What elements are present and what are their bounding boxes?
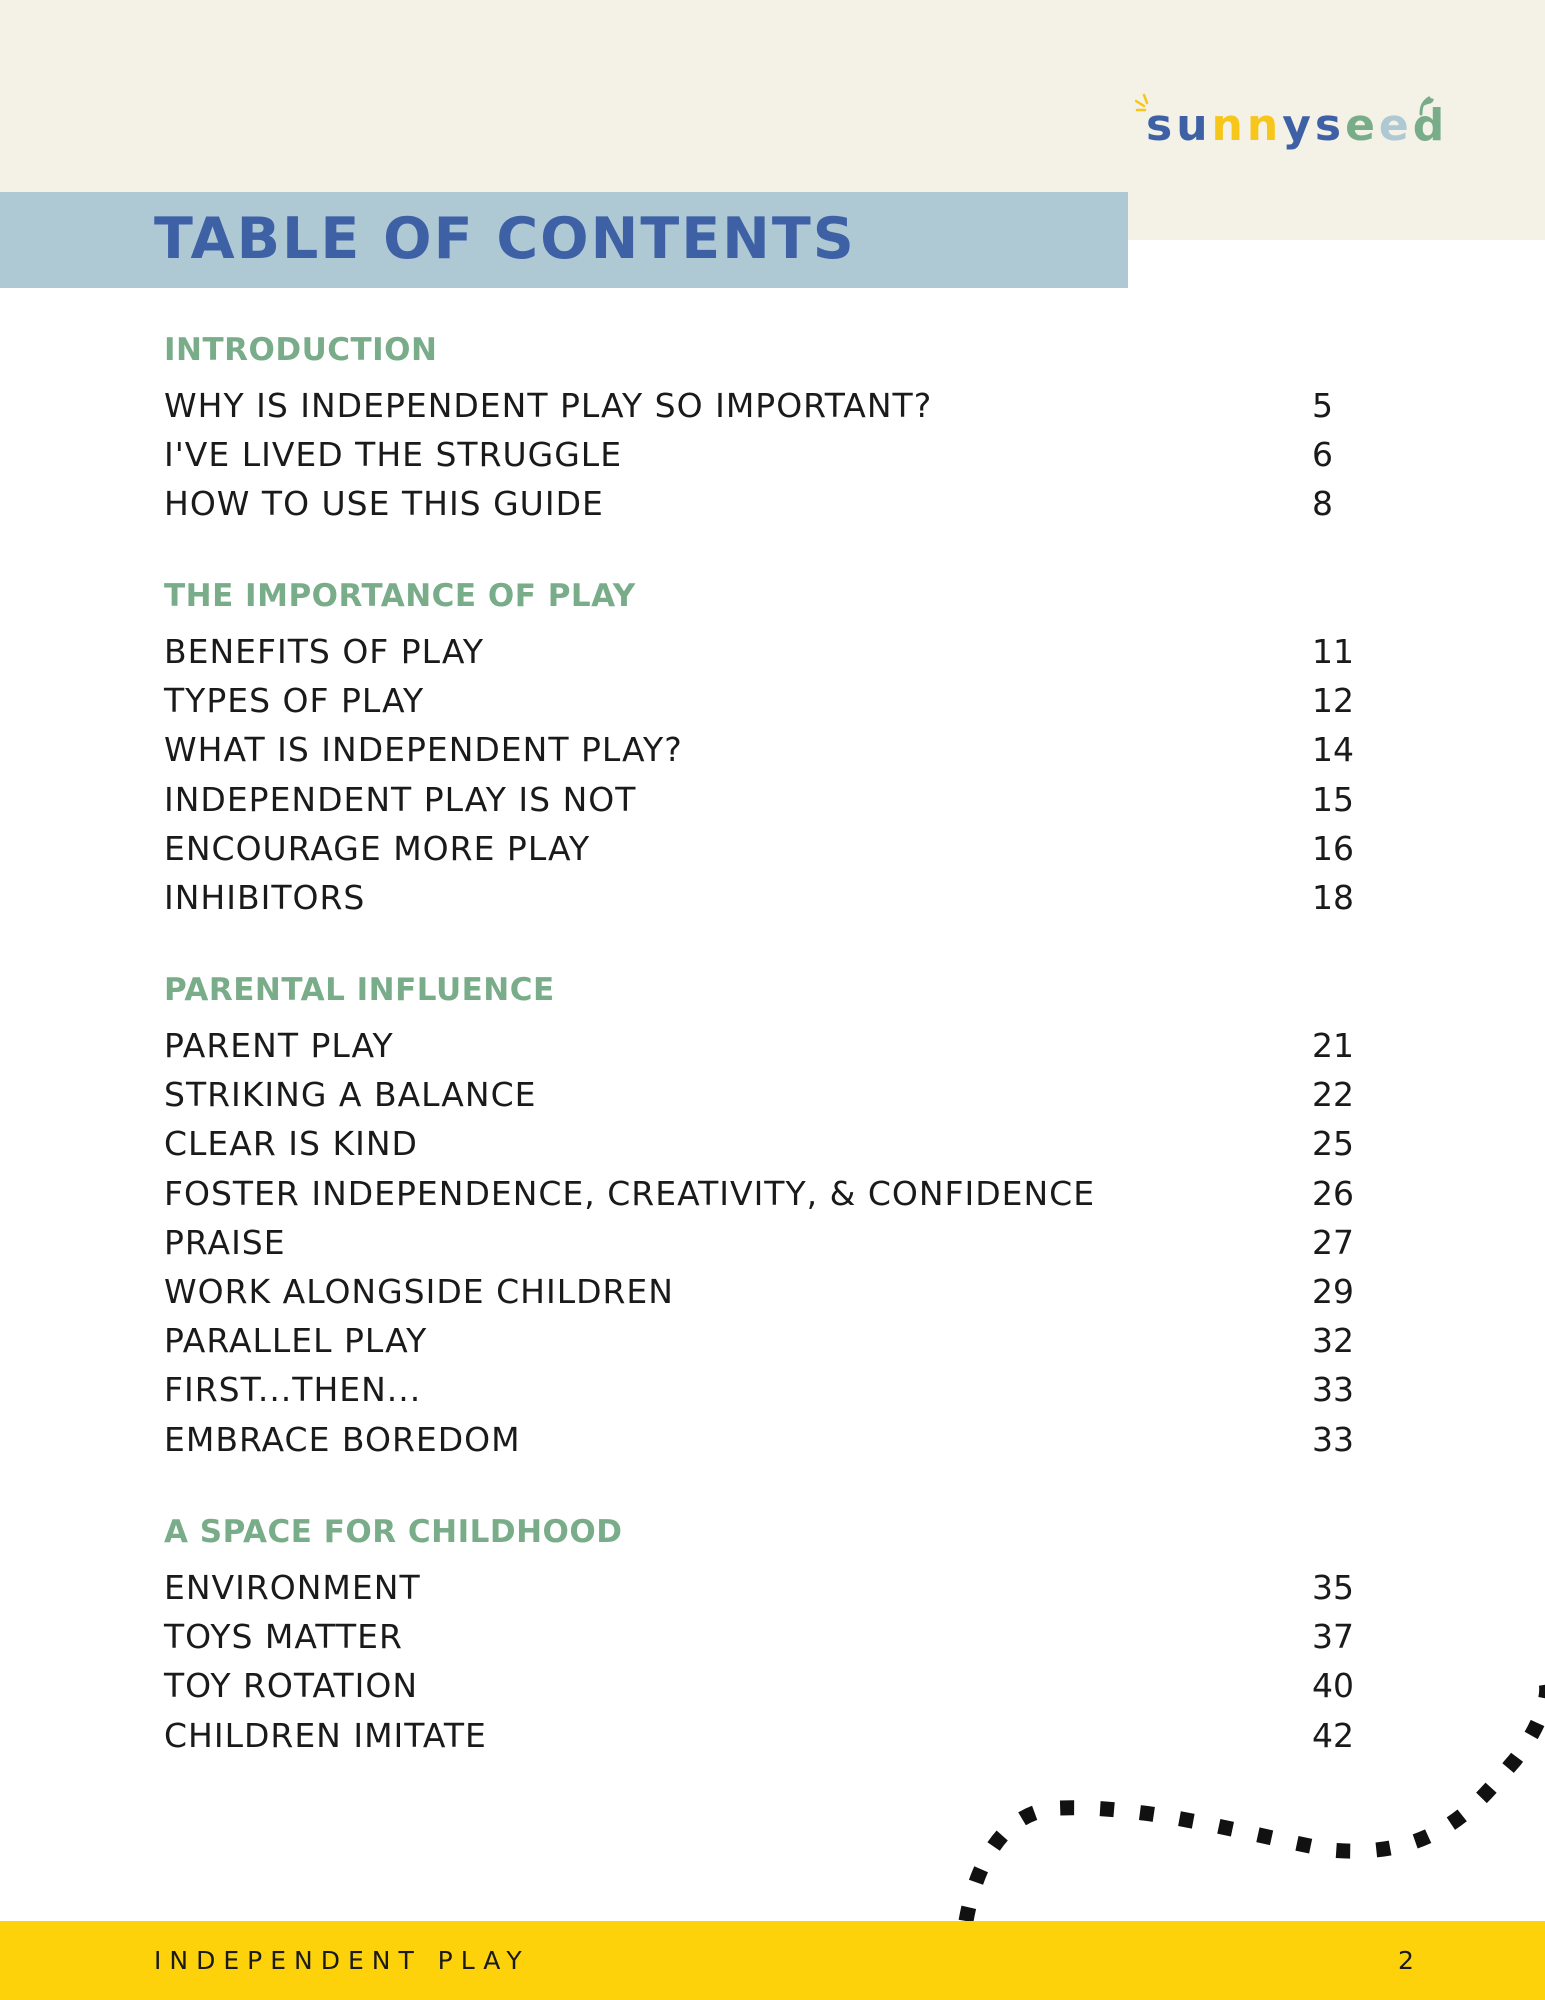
toc-entry-page-number: 40 [1312,1666,1354,1706]
toc-entry-page-number: 29 [1312,1272,1354,1311]
footer-band [0,1921,1545,2000]
toc-entry-page-number: 14 [1312,730,1354,770]
toc-entry-page-number: 6 [1312,435,1333,475]
footer-title: INDEPENDENT PLAY [154,1946,530,1975]
toc-entry-title: INDEPENDENT PLAY IS NOT [164,779,637,819]
toc-entry-title: PRAISE [164,1222,286,1262]
toc-entry-title: STRIKING A BALANCE [164,1075,537,1115]
toc-entry-title: TOYS MATTER [164,1617,403,1657]
section-heading: INTRODUCTION [164,332,438,368]
brand-letter: e [1378,100,1413,151]
toc-entry-page-number: 12 [1312,681,1354,721]
toc-entry-page-number: 21 [1312,1026,1354,1065]
brand-letter: u [1176,100,1212,151]
toc-entry-page-number: 8 [1312,484,1333,524]
footer-page-number: 2 [1398,1946,1414,1975]
toc-entry-title: INHIBITORS [164,878,366,917]
toc-entry-title: CLEAR IS KIND [164,1124,418,1164]
toc-entry-page-number: 16 [1312,828,1354,868]
toc-entry-title: CHILDREN IMITATE [164,1715,487,1755]
toc-entry-page-number: 22 [1312,1075,1354,1115]
toc-entry-page-number: 42 [1312,1715,1354,1755]
toc-entry-title: TOY ROTATION [164,1666,419,1706]
toc-entry-page-number: 18 [1312,878,1354,917]
brand-letter: n [1211,100,1247,151]
toc-entry-title: WORK ALONGSIDE CHILDREN [164,1272,674,1311]
toc-entry-page-number: 15 [1312,779,1354,819]
toc-entry-title: WHY IS INDEPENDENT PLAY SO IMPORTANT? [164,386,933,425]
brand-letter: s [1146,100,1177,151]
toc-entry-page-number: 37 [1312,1617,1354,1657]
brand-letter: e [1345,100,1379,151]
toc-entry-title: I'VE LIVED THE STRUGGLE [164,435,623,475]
toc-entry-page-number: 5 [1312,386,1333,425]
toc-entry-title: PARENT PLAY [164,1026,394,1065]
toc-entry-title: FIRST...THEN... [164,1370,422,1410]
toc-entry-page-number: 33 [1312,1419,1354,1459]
page-title: TABLE OF CONTENTS [154,206,856,272]
section-heading: A SPACE FOR CHILDHOOD [164,1514,623,1550]
toc-entry-title: WHAT IS INDEPENDENT PLAY? [164,730,683,770]
toc-entry-title: ENVIRONMENT [164,1568,421,1607]
toc-entry-title: BENEFITS OF PLAY [164,632,484,671]
brand-letter: d [1412,100,1449,151]
toc-entry-page-number: 32 [1312,1321,1354,1361]
toc-entry-title: EMBRACE BOREDOM [164,1419,521,1459]
toc-entry-page-number: 25 [1312,1124,1354,1164]
toc-entry-title: FOSTER INDEPENDENCE, CREATIVITY, & CONFIDENCE [164,1173,1096,1213]
toc-entry-title: ENCOURAGE MORE PLAY [164,828,591,868]
brand-letter: n [1246,100,1283,151]
toc-entry-page-number: 11 [1312,632,1354,671]
brand-letter: s [1314,100,1346,151]
toc-entry-page-number: 35 [1312,1568,1354,1607]
toc-entry-title: HOW TO USE THIS GUIDE [164,484,604,524]
section-heading: PARENTAL INFLUENCE [164,972,555,1008]
toc-entry-page-number: 26 [1312,1173,1354,1213]
toc-entry-page-number: 27 [1312,1222,1354,1262]
toc-entry-title: PARALLEL PLAY [164,1321,428,1361]
brand-letter: y [1282,100,1315,151]
toc-entry-page-number: 33 [1312,1370,1354,1410]
section-heading: THE IMPORTANCE OF PLAY [164,578,636,614]
toc-entry-title: TYPES OF PLAY [164,681,425,721]
